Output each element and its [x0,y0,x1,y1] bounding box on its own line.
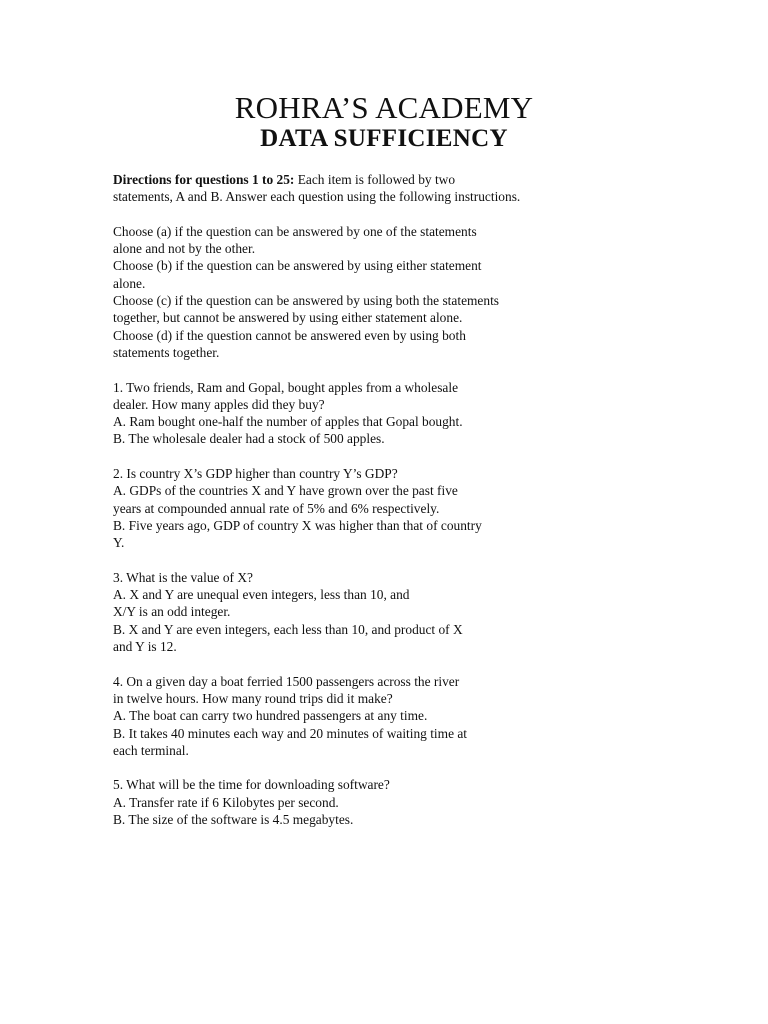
choice-line: alone. [113,275,146,291]
question-5 [113,776,673,828]
statement-line: Y. [113,535,125,551]
statement-line: A. Transfer rate if 6 Kilobytes per second. [113,794,339,810]
question-line: 1. Two friends, Ram and Gopal, bought apples from a wholesale [113,379,459,395]
statement-line: B. It takes 40 minutes each way and 20 minutes of waiting time at [113,725,468,741]
statement-line: each terminal. [113,742,189,758]
choice-line: Choose (c) if the question can be answered by using both the statements [113,293,500,309]
document-body [113,171,673,828]
choice-line: alone and not by the other. [113,241,256,257]
statement-line: B. The size of the software is 4.5 megabytes. [113,811,354,827]
statement-line: A. The boat can carry two hundred passengers at any time. [113,708,428,724]
statement-line: and Y is 12. [113,639,177,655]
statement-line: X/Y is an odd integer. [113,604,231,620]
statement-line: B. The wholesale dealer had a stock of 500 apples. [113,431,385,447]
statement-line: years at compounded annual rate of 5% and 6% respectively. [113,500,440,516]
question-1 [113,379,673,448]
question-line: 4. On a given day a boat ferried 1500 passengers across the river [113,673,460,689]
choice-line: Choose (a) if the question can be answered by one of the statements [113,223,477,239]
statement-line: A. X and Y are unequal even integers, less than 10, and [113,587,410,603]
statement-line: B. X and Y are even integers, each less than 10, and product of X [113,621,463,637]
choice-line: statements together. [113,344,220,360]
statement-line: B. Five years ago, GDP of country X was higher than that of country [113,517,482,533]
directions-line: statements, A and B. Answer each question using the following instructions. [113,189,521,205]
question-line: 3. What is the value of X? [113,569,253,585]
question-4 [113,673,673,759]
choice-line: Choose (d) if the question cannot be answered even by using both [113,327,466,343]
question-line: 5. What will be the time for downloading software? [113,777,390,793]
choice-line: together, but cannot be answered by using either statement alone. [113,310,463,326]
directions-label: Directions for questions 1 to 25: [113,172,295,187]
question-line: in twelve hours. How many round trips did it make? [113,690,393,706]
question-line: dealer. How many apples did they buy? [113,396,325,412]
directions-line [113,171,673,188]
question-2 [113,465,673,551]
document-subtitle: DATA SUFFICIENCY [260,125,508,152]
directions-text: Each item is followed by two [294,172,456,187]
choice-line: Choose (b) if the question can be answered by using either statement [113,258,482,274]
statement-line: A. GDPs of the countries X and Y have grown over the past five [113,483,458,499]
directions-paragraph [113,171,673,206]
question-line: 2. Is country X’s GDP higher than country Y’s GDP? [113,466,398,482]
document-title: ROHRA’S ACADEMY [234,90,534,125]
question-3 [113,569,673,655]
statement-line: A. Ram bought one-half the number of apples that Gopal bought. [113,414,463,430]
choices-paragraph [113,223,673,361]
